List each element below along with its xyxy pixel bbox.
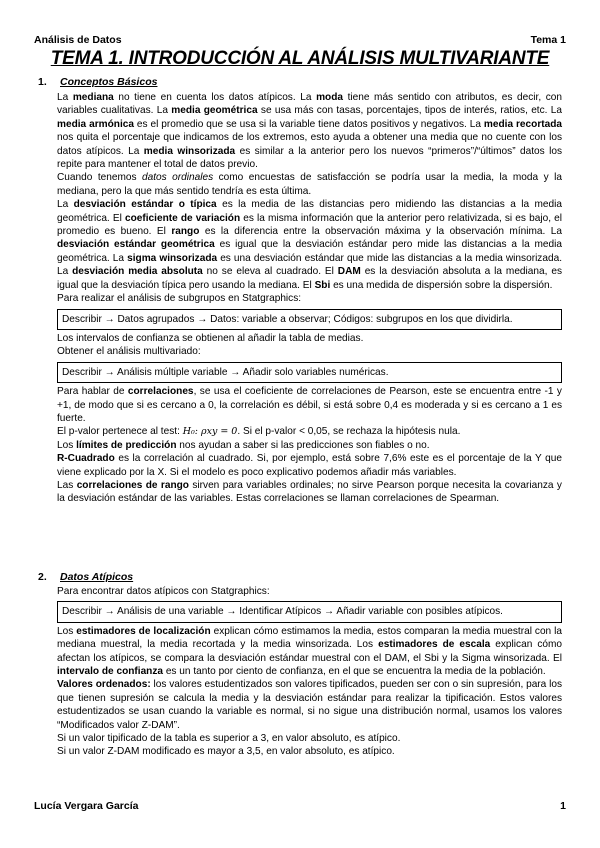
paragraph: Las correlaciones de rango sirven para variables ordinales; no sirve Pearson porque necesita la covarianza y la desviación estándar de las variables. Estas correlaciones se llaman correlaciones de Spearman. — [57, 479, 562, 505]
footer-author: Lucía Vergara García — [34, 800, 139, 812]
paragraph: Los intervalos de confianza se obtienen al añadir la tabla de medias. — [57, 332, 364, 344]
paragraph: Si un valor tipificado de la tabla es superior a 3, en valor absoluto, es atípico. — [57, 733, 401, 745]
paragraph: Los estimadores de localización explican cómo estimamos la media, estos comparan la media muestral con la mediana muestral, la media recortada y la media winsorizada. Los estimadores de escala explican cómo afectan los atípicos, se compara la desviación estándar muestral con el DAM, el Sbi y la Sigma winsorizada. El intervalo de confianza es un tanto por ciento de confianza, en el que se encuentra la media de la población. — [57, 625, 563, 678]
header-topic: Tema 1 — [530, 34, 566, 46]
section-title: Conceptos Básicos — [60, 76, 158, 88]
page-title: TEMA 1. INTRODUCCIÓN AL ANÁLISIS MULTIVARIANTE — [50, 48, 550, 69]
instruction-box: Describir → Datos agrupados → Datos: variable a observar; Códigos: subgrupos en los que dividirla. — [57, 309, 562, 330]
section-1-content — [57, 91, 562, 506]
instruction-box: Describir → Análisis de una variable → Identificar Atípicos → Añadir variable con posibles atípicos. — [57, 601, 562, 622]
paragraph: Para realizar el análisis de subgrupos en Statgraphics: — [57, 293, 302, 305]
paragraph: Los límites de predicción nos ayudan a saber si las predicciones son fiables o no. — [57, 439, 430, 451]
section-title: Datos Atípicos — [60, 571, 134, 583]
paragraph: Si un valor Z-DAM modificado es mayor a 3,5, en valor absoluto, es atípico. — [57, 746, 395, 758]
section-heading-2 — [38, 571, 133, 583]
paragraph: R-Cuadrado es la correlación al cuadrado. Si, por ejemplo, está sobre 7,6% este es el porcentaje de la Y que viene explicado por la X. Si el modelo es poco explicativo podemos añadir más variables. — [57, 453, 562, 478]
paragraph: Para encontrar datos atípicos con Statgraphics: — [57, 586, 270, 597]
page-header — [34, 34, 566, 48]
section-number: 2. — [38, 571, 47, 583]
section-2-content — [57, 585, 562, 759]
paragraph: El p-valor pertenece al test: H₀: ρxy = 0. Si el p-valor < 0,05, se rechaza la hipótesis nula. — [57, 426, 461, 438]
section-number: 1. — [38, 76, 47, 88]
section-heading-1 — [38, 76, 157, 88]
paragraph: La mediana no tiene en cuenta los datos atípicos. La moda tiene más sentido con atributos, es decir, con variables cualitativas. La media geométrica se usa más con tasas, porcentajes, tipos de interés, ratios, etc. La media armónica es el promedio que se usa si la variable tiene datos positivos y negativos. La media recortada nos quita el porcentaje que indicamos de los extremos, esto ayuda a obtener una media que no cuente con los datos atípicos. La media winsorizada es similar a la anterior pero los nuevos “primeros”/“últimos” datos los repite para mantener el total de datos previo. — [57, 92, 563, 171]
paragraph: Cuando tenemos datos ordinales como encuestas de satisfacción se podría usar la media, la moda y la mediana, pero la que más sentido tendría es esta última. — [57, 172, 562, 197]
header-subject: Análisis de Datos — [34, 34, 122, 46]
page-footer — [34, 800, 566, 812]
hypothesis-formula: H₀: ρxy = 0 — [182, 426, 238, 438]
instruction-box: Describir → Análisis múltiple variable → Añadir solo variables numéricas. — [57, 362, 562, 383]
paragraph: La desviación estándar o típica es la media de las distancias pero midiendo las distancias a la media geométrica. El coeficiente de variación es la misma información que la anterior pero relativizada, si es bajo, el promedio es bueno. El rango es la diferencia entre la observación máxima y la observación mínima. La desviación estándar geométrica es igual que la desviación estándar pero mide las distancias a la media geométrica. La sigma winsorizada es una desviación estándar que mide las distancias a la media winsorizada. La desviación media absoluta no se eleva al cuadrado. El DAM es la desviación absoluta a la mediana, es igual que la desviación típica pero usando la mediana. El Sbi es una medida de dispersión sobre la dispersión. — [57, 199, 562, 291]
paragraph: Obtener el análisis multivariado: — [57, 346, 201, 358]
paragraph: Valores ordenados: los valores estudentizados son valores tipificados, pueden ser con o sin supresión, para los que tienen supresión se calcula la media y la desviación estándar para realizar la tipificación. Estos valores estudentizados se usan cuando la variable es normal, si no sigue una distribución normal, usamos los valores “Modificados valor Z-DAM”. — [57, 679, 562, 731]
paragraph: Para hablar de correlaciones, se usa el coeficiente de correlaciones de Pearson, este se encuentra entre -1 y +1, de modo que si es cercano a 0, la correlación es débil, si está sobre 0,4 es moderada y si es cercano a 1 es fuerte. — [57, 386, 562, 424]
page-number: 1 — [560, 800, 566, 812]
